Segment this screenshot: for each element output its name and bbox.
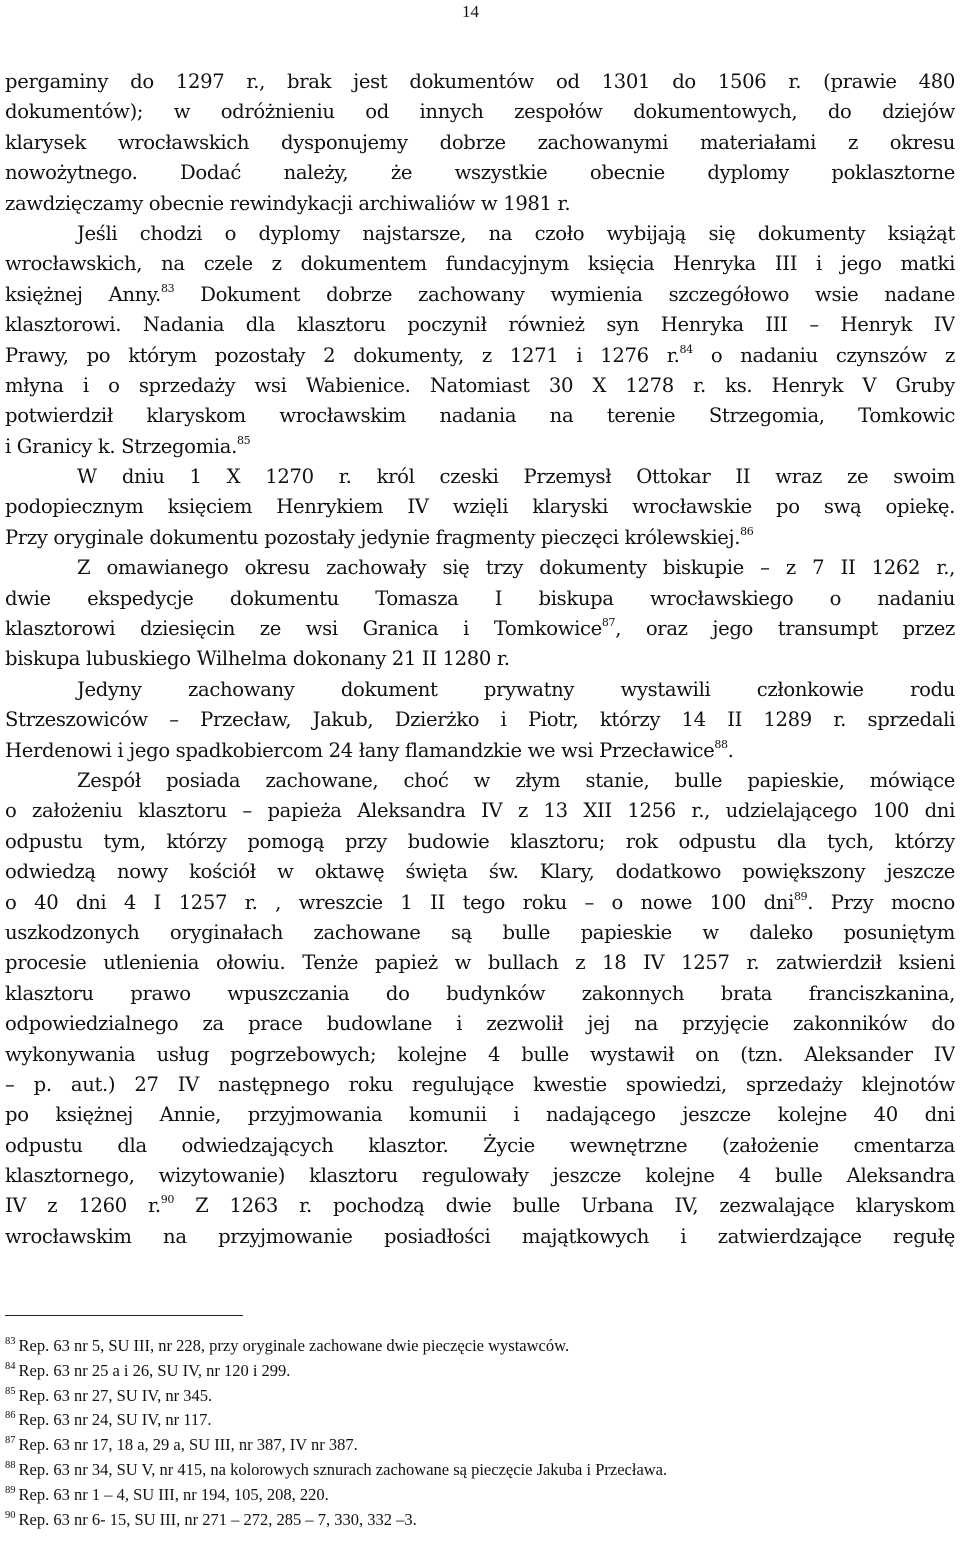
- footnote-number: 89: [5, 1484, 16, 1496]
- text-line: [5, 644, 955, 674]
- text-line: [5, 432, 955, 462]
- text-line: [5, 128, 955, 158]
- text-segment: Jeśli chodzi o dyplomy najstarsze, na czoło wybijają się dokumenty książąt: [77, 221, 955, 245]
- text-segment: klarysek wrocławskich dysponujemy dobrze zachowanymi materiałami z okresu: [5, 130, 955, 154]
- text-line: [5, 249, 955, 279]
- footnote-text: Rep. 63 nr 27, SU IV, nr 345.: [18, 1385, 213, 1405]
- page-number: 14: [462, 2, 479, 21]
- footnote-number: 87: [5, 1435, 16, 1447]
- text-line: [5, 371, 955, 401]
- footnote-text: Rep. 63 nr 5, SU III, nr 228, przy oryginale zachowane dwie pieczęcie wystawców.: [18, 1336, 570, 1355]
- text-line: [5, 97, 955, 127]
- text-line: [5, 1131, 955, 1161]
- text-segment: Zespół posiada zachowane, choć w złym stanie, bulle papieskie, mówiące: [77, 768, 955, 792]
- footnote-reference[interactable]: 85: [236, 433, 251, 447]
- footnote-number: 84: [5, 1360, 16, 1372]
- text-segment: odpustu tym, którzy pomogą przy budowie klasztoru; rok odpustu dla tych, którzy: [5, 829, 955, 853]
- text-segment: odpustu dla odwiedzających klasztor. Życie wewnętrzne (założenie cmentarza: [5, 1133, 955, 1157]
- text-segment: potwierdził klaryskom wrocławskim nadania na terenie Strzegomia, Tomkowic: [5, 404, 955, 428]
- text-segment: i Granicy k. Strzegomia.: [5, 434, 237, 458]
- footnotes: [5, 1334, 955, 1532]
- text-line: [5, 401, 955, 431]
- footnote-number: 90: [5, 1509, 16, 1521]
- text-line: [5, 584, 955, 614]
- text-segment: o założeniu klasztoru – papieża Aleksandra IV z 13 XII 1256 r., udzielającego 100 dni: [5, 799, 955, 823]
- text-line: [5, 492, 955, 522]
- text-segment: klasztorowi dziesięcin ze wsi Granica i Tomkowice: [5, 617, 602, 641]
- text-line: [5, 523, 955, 553]
- text-segment: nowożytnego. Dodać należy, że wszystkie obecnie dyplomy poklasztorne: [5, 161, 955, 185]
- footnote-reference[interactable]: 84: [679, 342, 693, 356]
- text-segment: Z omawianego okresu zachowały się trzy dokumenty biskupie – z 7 II 1262 r.,: [77, 556, 955, 580]
- footnote-reference[interactable]: 89: [793, 889, 808, 903]
- text-segment: dwie ekspedycje dokumentu Tomasza I biskupa wrocławskiego o nadaniu: [5, 586, 955, 610]
- text-segment: procesie utlenienia ołowiu. Tenże papież w bullach z 18 IV 1257 r. zatwierdził ksieni: [5, 951, 955, 975]
- text-segment: dokumentów); w odróżnieniu od innych zespołów dokumentowych, do dziejów: [5, 100, 955, 124]
- footnote-reference[interactable]: 83: [160, 281, 175, 295]
- text-line: [5, 462, 955, 492]
- text-line: [5, 310, 955, 340]
- text-segment: Jedyny zachowany dokument prywatny wystawili członkowie rodu: [77, 677, 955, 701]
- text-segment: o 40 dni 4 I 1257 r. , wreszcie 1 II tego roku – o nowe 100 dni: [5, 890, 794, 914]
- text-segment: podopiecznym księciem Henrykiem IV wzięli klaryski wrocławskie po swą opiekę.: [5, 495, 955, 519]
- text-line: [5, 705, 955, 735]
- footnote-number: 86: [5, 1410, 16, 1422]
- text-segment: Prawy, po którym pozostały 2 dokumenty, z 1271 i 1276 r.: [5, 343, 680, 367]
- footnote-text: Rep. 63 nr 17, 18 a, 29 a, SU III, nr 387, IV nr 387.: [18, 1435, 358, 1455]
- text-segment: młyna i o sprzedaży wsi Wabienice. Natomiast 30 X 1278 r. ks. Henryk V Gruby: [5, 373, 955, 397]
- text-line: [5, 1191, 955, 1221]
- text-line: [5, 1161, 955, 1191]
- footnote: [5, 1334, 955, 1359]
- text-segment: uszkodzonych oryginałach zachowane są bulle papieskie w daleko posuniętym: [5, 920, 955, 944]
- text-segment: , oraz jego transumpt przez: [615, 617, 955, 641]
- text-segment: wrocławskich, na czele z dokumentem fundacyjnym księcia Henryka III i jego matki: [5, 252, 955, 276]
- text-line: [5, 827, 955, 857]
- footnote-reference[interactable]: 86: [740, 524, 754, 538]
- text-line: [5, 280, 955, 310]
- footnote-separator: [5, 1315, 243, 1316]
- text-segment: Strzeszowiców – Przecław, Jakub, Dzierżko i Piotr, którzy 14 II 1289 r. sprzedali: [5, 708, 955, 732]
- text-line: [5, 979, 955, 1009]
- text-segment: klasztornego, wizytowanie) klasztoru regulowały jeszcze kolejne 4 bulle Aleksandra: [5, 1164, 955, 1188]
- footnote: [5, 1384, 955, 1409]
- footnote-reference[interactable]: 87: [601, 616, 616, 630]
- text-line: [5, 675, 955, 705]
- text-segment: klasztorowi. Nadania dla klasztoru poczynił również syn Henryka III – Henryk IV: [5, 313, 955, 337]
- footnote-text: Rep. 63 nr 6- 15, SU III, nr 271 – 272, 285 – 7, 330, 332 –3.: [18, 1509, 417, 1529]
- footnote-text: Rep. 63 nr 34, SU V, nr 415, na kolorowych sznurach zachowane są pieczęcie Jakuba i Przecława.: [18, 1459, 668, 1479]
- footnote-text: Rep. 63 nr 25 a i 26, SU IV, nr 120 i 299.: [18, 1360, 291, 1380]
- text-line: [5, 766, 955, 796]
- text-line: [5, 736, 955, 766]
- text-line: [5, 918, 955, 948]
- text-line: [5, 341, 955, 371]
- text-line: [5, 888, 955, 918]
- text-line: [5, 1100, 955, 1130]
- text-line: [5, 796, 955, 826]
- text-segment: wrocławskim na przyjmowanie posiadłości majątkowych i zatwierdzające regułę: [5, 1224, 955, 1248]
- text-segment: odwiedzą nowy kościół w oktawę święta św. Klary, dodatkowo powiększony jeszcze: [5, 860, 955, 884]
- text-line: [5, 219, 955, 249]
- text-line: [5, 553, 955, 583]
- text-segment: Z 1263 r. pochodzą dwie bulle Urbana IV, zezwalające klaryskom: [174, 1194, 955, 1218]
- footnote-text: Rep. 63 nr 1 – 4, SU III, nr 194, 105, 208, 220.: [18, 1484, 329, 1504]
- text-line: [5, 1009, 955, 1039]
- text-line: [5, 948, 955, 978]
- footnote-reference[interactable]: 88: [714, 737, 728, 751]
- text-segment: o nadaniu czynszów z: [692, 343, 955, 367]
- footnote: [5, 1483, 955, 1508]
- text-segment: Przy oryginale dokumentu pozostały jedynie fragmenty pieczęci królewskiej.: [5, 525, 741, 549]
- text-segment: księżnej Anny.: [5, 282, 161, 306]
- text-segment: odpowiedzialnego za prace budowlane i zezwolił jej na przyjęcie zakonników do: [5, 1012, 955, 1036]
- footnote-text: Rep. 63 nr 24, SU IV, nr 117.: [18, 1410, 212, 1430]
- text-segment: Dokument dobrze zachowany wymienia szczegółowo wsie nadane: [174, 282, 955, 306]
- text-line: [5, 158, 955, 188]
- footnote-number: 85: [5, 1385, 16, 1397]
- text-segment: pergaminy do 1297 r., brak jest dokumentów od 1301 do 1506 r. (prawie 480: [5, 70, 955, 93]
- text-segment: – p. aut.) 27 IV następnego roku regulujące kwestie spowiedzi, sprzedaży klejnotów: [5, 1072, 955, 1096]
- footnote: [5, 1359, 955, 1384]
- text-segment: .: [727, 738, 734, 762]
- text-segment: biskupa lubuskiego Wilhelma dokonany 21 II 1280 r.: [5, 647, 510, 671]
- text-segment: wykonywania usług pogrzebowych; kolejne 4 bulle wystawił on (tzn. Aleksander IV: [5, 1042, 955, 1066]
- text-line: [5, 614, 955, 644]
- text-line: [5, 189, 955, 219]
- text-line: [5, 1040, 955, 1070]
- footnote: [5, 1433, 955, 1458]
- text-segment: W dniu 1 X 1270 r. król czeski Przemysł Ottokar II wraz ze swoim: [77, 465, 955, 489]
- text-line: [5, 857, 955, 887]
- text-segment: . Przy mocno: [807, 890, 955, 914]
- footnote-number: 88: [5, 1459, 16, 1471]
- body-text: [5, 67, 955, 1252]
- text-segment: IV z 1260 r.: [5, 1194, 161, 1218]
- text-segment: zawdzięczamy obecnie rewindykacji archiwaliów w 1981 r.: [5, 191, 571, 215]
- text-segment: klasztoru prawo wpuszczania do budynków zakonnych brata franciszkanina,: [5, 981, 955, 1005]
- text-line: [5, 67, 955, 97]
- text-line: [5, 1070, 955, 1100]
- footnote: [5, 1458, 955, 1483]
- footnote-number: 83: [5, 1336, 16, 1347]
- text-segment: Herdenowi i jego spadkobiercom 24 łany flamandzkie we wsi Przecławice: [5, 738, 715, 762]
- footnote: [5, 1408, 955, 1433]
- text-segment: po księżnej Annie, przyjmowania komunii i nadającego jeszcze kolejne 40 dni: [5, 1103, 955, 1127]
- footnote-reference[interactable]: 90: [160, 1193, 175, 1207]
- text-line: [5, 1222, 955, 1252]
- footnote: [5, 1508, 955, 1533]
